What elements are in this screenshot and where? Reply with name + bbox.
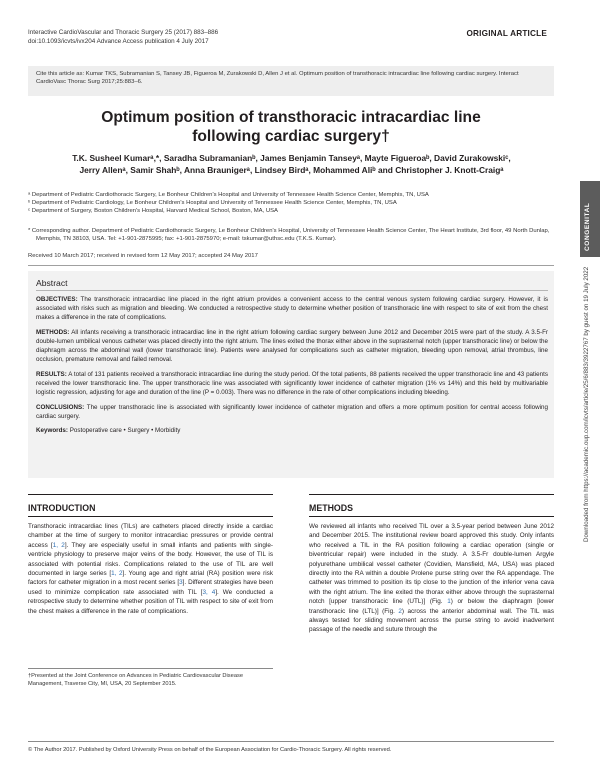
abstract-divider [36,290,548,291]
affiliation-c: ᶜ Department of Surgery, Boston Children's Hospital, Harvard Medical School, Boston, MA, USA [28,208,278,215]
article-title [28,108,554,146]
abstract-objectives [36,295,548,322]
corresponding-author [28,227,554,243]
received-dates: Received 10 March 2017; received in revised form 12 May 2017; accepted 24 May 2017 [28,253,258,259]
abstract-heading: Abstract [36,278,68,288]
abstract-body [36,295,548,441]
methods-text-a: We reviewed all infants who received TIL over a 3.5-year period between June 2012 and December 2015. The institutional review board approved this study. Only infants who received a TIL in the RA position following a cardiac operation (single or biventricular repair) were included in the study. A 3.5-Fr double-lumen Argyle polyurethane umbilical vessel catheter (Covidien, Mansfield, MA, USA) was placed directly into the RA within a double Prolene purse string over the RA appendage. The catheter was trimmed to position its tip close to the junction of the inferior vena cava with the right atrium. The line exited the thorax either above through the suprasternal notch [upper transthoracic line (UTL)] (Fig. [309,523,554,606]
footnote: †Presented at the Joint Conference on Advances in Pediatric Cardiovascular Disease Management, Traverse City, MI, USA, 20 September 2015. [28,673,243,687]
journal-doi: doi:10.1093/icvts/ivx204 Advance Access publication 4 July 2017 [28,37,209,45]
methods-fig-ref-1[interactable]: 1 [447,598,451,606]
abstract-results [36,370,548,397]
methods-rule [309,494,554,495]
introduction-heading: INTRODUCTION [28,503,96,513]
copyright-footer: © The Author 2017. Published by Oxford University Press on behalf of the European Association for Cardio-Thoracic Surgery. All rights reserved. [28,747,392,753]
conclusions-text: The upper transthoracic line is associated with significantly lower incidence of catheter migration and offers a more optimum position for central access following cardiac surgery. [36,404,548,420]
affiliation-b: ᵇ Department of Pediatric Cardiology, Le Bonheur Children's Hospital and University of Tennessee Health Science Center, Memphis, TN, USA [28,200,397,207]
results-label: RESULTS: [36,371,67,378]
side-tab-label: CONGENITAL [584,202,591,251]
authors-line-1: T.K. Susheel Kumarᵃ,*, Saradha Subramanianᵇ, James Benjamin Tanseyᵃ, Mayte Figueroaᵇ, David Zurakowskiᶜ, [72,153,511,163]
abstract-conclusions [36,403,548,421]
intro-text-d: ]. Different strategies have been used to minimize complication rate associated with TIL [ [28,579,274,596]
footer-rule [28,741,554,742]
intro-text-e: ]. We conducted a retrospective study to determine whether position of TIL with respect to site of exit from the chest makes a difference in the rate of complications. [28,588,273,615]
article-type: ORIGINAL ARTICLE [466,29,547,38]
methods-text-b: ) or below the diaphragm [lower transthoracic line (LTL)] (Fig. [309,598,555,615]
objectives-text: The transthoracic intracardiac line placed in the right atrium provides a convenient access to the central venous system following cardiac surgery. However, it is associated with risks such as migration and bleeding. We conducted a retrospective study to determine whether position of transthoracic line with respect to site of exit from the chest makes a difference in the rate of complications. [36,296,548,321]
keywords-label: Keywords: [36,427,68,434]
abstract-keywords [36,426,548,435]
results-text: A total of 131 patients received a transthoracic intracardiac line during the study period. Of the total patients, 88 patients received the upper transthoracic line and 43 patients received the lower transthoracic line. The upper transthoracic line was associated with significantly lower incidence of catheter migration (1% vs 14%) and this held by multivariable logistic regression, adjusting for age and duration of the line (P = 0.003). There was no difference in the rate of other complications including bleeding. [36,371,548,396]
divider [28,265,554,266]
abstract-methods [36,328,548,364]
author-list [34,152,549,176]
conclusions-label: CONCLUSIONS: [36,404,85,411]
objectives-label: OBJECTIVES: [36,296,78,303]
methods-text [309,522,554,635]
introduction-paragraph [28,522,273,616]
intro-text-b: ]. They are especially useful in small infants and patients with single-ventricle physiology to preserve major veins of the body. However, the use of TIL is associated with potential risks. Complications related to the use of TIL are well documented in large series [ [28,541,273,578]
footnote-rule [28,668,273,669]
intro-rule-bottom [28,516,273,517]
intro-ref-4[interactable]: 3, 4 [202,588,216,596]
methods-fig-ref-2[interactable]: 2 [398,607,402,615]
methods-text: All infants receiving a transthoracic intracardiac line in the right atrium following cardiac surgery between June 2012 and December 2015 were part of the study. A 3.5-Fr double-lumen umbilical venous catheter was placed directly into the right atrium. The lines exited the thorax either above in the suprasternal notch (upper transthoracic line) or below the diaphragm across the abdominal wall (lower transthoracic line). Patients were analysed for complications such as catheter migration, bleeding upon removal, atrial thrombus, line occlusion, premature removal and failed removal. [36,329,548,363]
corresponding-text: * Corresponding author. Department of Pediatric Cardiothoracic Surgery, Le Bonheur Children's Hospital, University of Tennessee Health Science Center, The Heart Institute, 3rd floor, 49 North Dunlap, Memphis, TN 38103, USA. Tel: +1-901-2875995; fax: +1-901-2875970; e-mail: tskumar@uthsc.edu (T.K.S. Kumar). [28,228,550,243]
title-line-2: following cardiac surgery† [192,128,390,145]
cite-box [28,66,554,96]
methods-rule-bottom [309,516,554,517]
methods-paragraph [309,522,554,635]
journal-citation: Interactive CardioVascular and Thoracic Surgery 25 (2017) 883–886 [28,29,219,36]
journal-info [28,29,218,46]
cite-text: Cite this article as: Kumar TKS, Subramanian S, Tansey JB, Figueroa M, Zurakowski D, Allen J et al. Optimum position of transthoracic intracardiac line following cardiac surgery. Interact CardioVasc Thorac Surg 2017;25:883–6. [36,71,519,86]
intro-ref-2[interactable]: 1, 2 [111,570,123,578]
intro-ref-3[interactable]: 3 [179,579,183,587]
keywords-text: Postoperative care • Surgery • Morbidity [69,427,181,434]
methods-label: METHODS: [36,329,70,336]
affiliation-a: ᵃ Department of Pediatric Cardiothoracic Surgery, Le Bonheur Children's Hospital and University of Tennessee Health Science Center, Memphis, TN, USA [28,192,429,198]
intro-text-a: Transthoracic intracardiac lines (TILs) are catheters placed directly inside a cardiac chamber at the time of surgery to monitor intracardiac pressures or provide central access [ [28,523,273,549]
methods-heading: METHODS [309,503,353,513]
intro-ref-1[interactable]: 1, 2 [52,541,65,549]
affiliations [28,191,554,215]
section-side-tab [580,181,600,257]
methods-text-c: ) across the anterior abdominal wall. The TIL was always tested for sliding movement across the purse string to avoid inadvertent passage of the needle and suture through the [309,607,554,634]
intro-text-c: ]. Young age and right atrial (RA) position were risk factors for catheter migration in a most recent series [ [28,570,273,587]
title-line-1: Optimum position of transthoracic intracardiac line [101,109,481,126]
authors-line-2: Jerry Allenᵃ, Samir Shahᵇ, Anna Braunigerᵃ, Lindsey Birdᵃ, Mohammed Aliᵇ and Christopher J. Knott-Craigᵃ [79,165,504,175]
download-watermark: Downloaded from https://academic.oup.com/icvts/article/25/6/883/3922767 by guest on 19 July 2022 [583,266,590,542]
intro-rule [28,494,273,495]
introduction-text [28,522,273,616]
